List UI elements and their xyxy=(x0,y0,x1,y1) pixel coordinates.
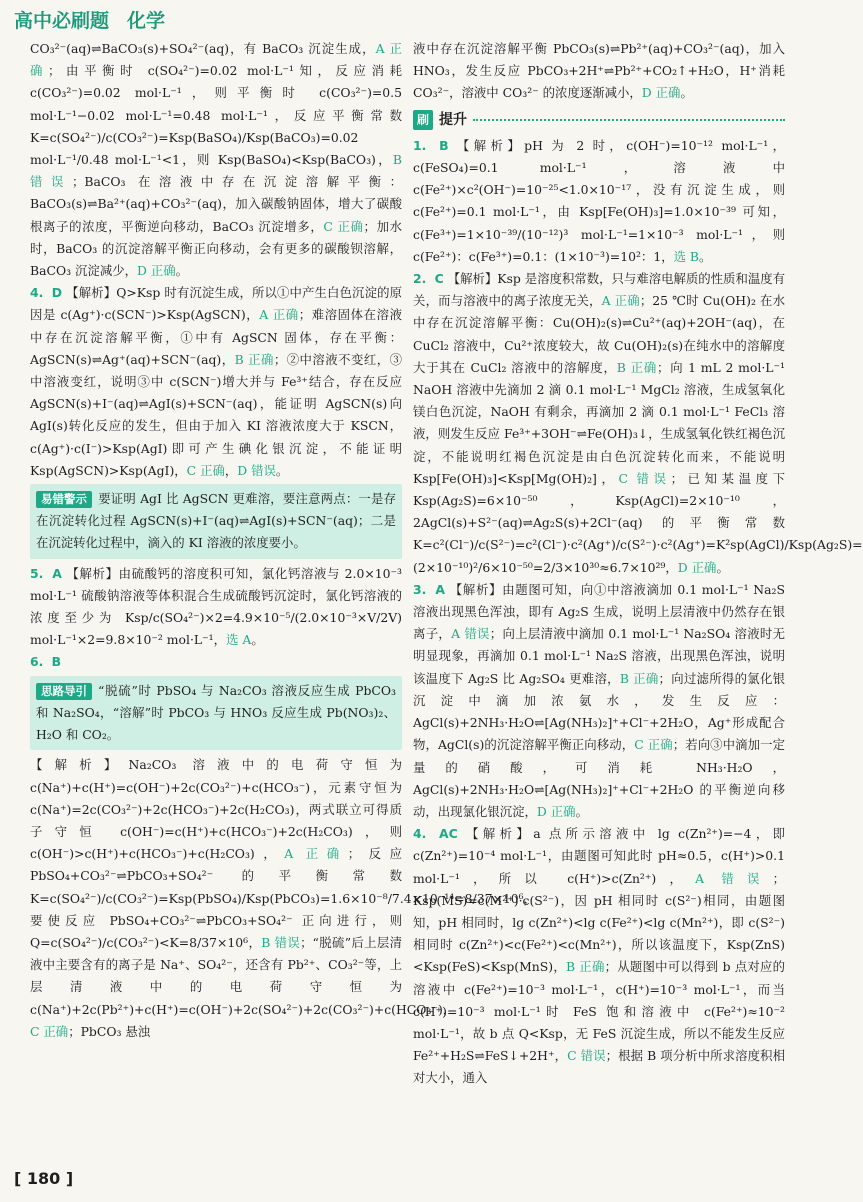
question-number: 6. xyxy=(30,654,48,670)
left-paragraph: CO₃²⁻(aq)⇌BaCO₃(s)+SO₄²⁻(aq)，有 BaCO₃ 沉淀生成，A 正确；由平衡时 c(SO₄²⁻)=0.02 mol·L⁻¹知，反应消耗 c(CO₃²⁻)=0.02 mol·L⁻¹，则平衡时 c(CO₃²⁻)=0.5 mol·L⁻¹−0.02 mol·L⁻¹=0.48 mol·L⁻¹，反应平衡常数 K=c(SO₄²⁻)/c(CO₃²⁻)=Ksp(BaSO₄)/Ksp(BaCO₃)=0.02 mol·L⁻¹/0.48 mol·L⁻¹<1，则 Ksp(BaSO₄)<Ksp(BaCO₃)，B 错误；BaCO₃ 在溶液中存在沉淀溶解平衡：BaCO₃(s)⇌Ba²⁺(aq)+CO₃²⁻(aq)，加入碳酸钠固体，增大了碳酸根离子的浓度，平衡逆向移动，BaCO₃ 沉淀增多，C 正确；加水时，BaCO₃ 的沉淀溶解平衡正向移动，会有更多的碳酸钡溶解，BaCO₃ 沉淀减少，D 正确。 xyxy=(30,41,403,279)
right-answer-item xyxy=(413,135,785,268)
tip-text: “脱硫”时 PbSO₄ 与 Na₂CO₃ 溶液反应生成 PbCO₃ 和 Na₂SO₄，“溶解”时 PbCO₃ 与 HNO₃ 反应生成 Pb(NO₃)₂、H₂O 和 CO₂。 xyxy=(36,682,396,743)
tip-text: 要证明 AgI 比 AgSCN 更难溶，要注意两点：一是存在沉淀转化过程 AgSCN(s)+I⁻(aq)⇌AgI(s)+SCN⁻(aq)；二是在沉淀转化过程中，滴入的 KI 溶液的浓度要小。 xyxy=(36,491,396,551)
left-answer-item xyxy=(30,282,402,482)
right-answer-item xyxy=(413,268,863,579)
explanation-text: 【解析】由硫酸钙的溶度积可知，氯化钙溶液与 2.0×10⁻³ mol·L⁻¹ 硫酸钠溶液等体积混合生成硫酸钙沉淀时，氯化钙溶液的浓度至少为 Ksp/c(SO₄²⁻)×2=4.9×10⁻⁵/(2.0×10⁻³×V/2V) mol·L⁻¹×2=9.8×10⁻² mol·L⁻¹，选 A。 xyxy=(30,565,402,648)
left-paragraph: 【解析】Na₂CO₃ 溶液中的电荷守恒为 c(Na⁺)+c(H⁺)=c(OH⁻)+2c(CO₃²⁻)+c(HCO₃⁻)，元素守恒为 c(Na⁺)=2c(CO₃²⁻)+2c(HCO₃⁻)+2c(H₂CO₃)，两式联立可得质子守恒 c(OH⁻)=c(H⁺)+c(HCO₃⁻)+2c(H₂CO₃)，则 c(OH⁻)>c(H⁺)+c(HCO₃⁻)+c(H₂CO₃)，A 正确；反应 PbSO₄+CO₃²⁻⇌PbCO₃+SO₄²⁻ 的平衡常数 K=c(SO₄²⁻)/c(CO₃²⁻)=Ksp(PbSO₄)/Ksp(PbCO₃)=1.6×10⁻⁸/7.4×10⁻¹⁴=8/37×10⁶，要使反应 PbSO₄+CO₃²⁻⇌PbCO₃+SO₄²⁻ 正向进行，则 Q=c(SO₄²⁻)/c(CO₃²⁻)<K=8/37×10⁶，B 错误；“脱硫”后上层清液中主要含有的离子是 Na⁺、SO₄²⁻，还含有 Pb²⁺、CO₃²⁻等，上层清液中的电荷守恒为 c(Na⁺)+2c(Pb²⁺)+c(H⁺)=c(OH⁻)+2c(SO₄²⁻)+2c(CO₃²⁻)+c(HCO₃⁻)，C 正确；PbCO₃ 悬浊 xyxy=(30,757,536,1039)
right-answer-item xyxy=(413,823,785,1089)
answer-letter: B xyxy=(51,654,62,670)
answer-letter: A xyxy=(435,581,445,597)
page-number: [ 180 ] xyxy=(14,1169,74,1188)
question-number: 5. xyxy=(30,565,49,581)
answer-letter: A xyxy=(52,565,62,581)
book-series: 高中必刷题 xyxy=(14,10,110,32)
answer-letter: B xyxy=(439,137,449,153)
page-header xyxy=(14,6,165,36)
explanation-text: 【解析】Ksp 是溶度积常数，只与难溶电解质的性质和温度有关，而与溶液中的离子浓度无关，A 正确；25 ℃时 Cu(OH)₂ 在水中存在沉淀溶解平衡：Cu(OH)₂(s)⇌Cu²⁺(aq)+2OH⁻(aq)，在 CuCl₂ 溶液中，Cu²⁺浓度较大，故 Cu(OH)₂(s)在纯水中的溶解度大于其在 CuCl₂ 溶液中的溶解度，B 正确；向 1 mL 2 mol·L⁻¹ NaOH 溶液中先滴加 2 滴 0.1 mol·L⁻¹ MgCl₂ 溶液，生成氢氧化镁白色沉淀，NaOH 有剩余，再滴加 2 滴 0.1 mol·L⁻¹ FeCl₃ 溶液，则发生反应 Fe³⁺+3OH⁻⇌Fe(OH)₃↓，生成氢氧化铁红褐色沉淀，不能说明红褐色沉淀是由白色沉淀转化而来，不能说明 Ksp[Fe(OH)₃]<Ksp[Mg(OH)₂]，C 错误；已知某温度下 Ksp(Ag₂S)=6×10⁻⁵⁰，Ksp(AgCl)=2×10⁻¹⁰，2AgCl(s)+S²⁻(aq)⇌Ag₂S(s)+2Cl⁻(aq) 的平衡常数 K=c²(Cl⁻)/c(S²⁻)=c²(Cl⁻)·c²(Ag⁺)/c(S²⁻)·c²(Ag⁺)=K²sp(AgCl)/Ksp(Ag₂S)=(2×10⁻¹⁰)²/6×10⁻⁵⁰=2/3×10³⁰≈6.7×10²⁹，D 正确。 xyxy=(413,271,863,575)
right-paragraph: 液中存在沉淀溶解平衡 PbCO₃(s)⇌Pb²⁺(aq)+CO₃²⁻(aq)，加入 HNO₃，发生反应 PbCO₃+2H⁺⇌Pb²⁺+CO₂↑+H₂O，H⁺消耗 CO₃²⁻，溶液中 CO₃²⁻ 的浓度逐渐减小，D 正确。 xyxy=(413,41,785,101)
question-number: 1. xyxy=(413,137,436,153)
question-number: 3. xyxy=(413,581,432,597)
tip-tag: 思路导引 xyxy=(36,683,92,700)
left-tip-box xyxy=(30,676,402,751)
answer-letter: C xyxy=(434,271,444,287)
answer-letter: AC xyxy=(439,826,458,842)
question-number: 2. xyxy=(413,271,431,287)
answer-letter: D xyxy=(51,285,63,301)
explanation-text: 【解析】a 点所示溶液中 lg c(Zn²⁺)=−4，即 c(Zn²⁺)=10⁻⁴ mol·L⁻¹，由题图可知此时 pH≈0.5，c(H⁺)>0.1 mol·L⁻¹，所以 c(H⁺)>c(Zn²⁺)，A 错误；Ksp(MS)=c(M²⁺)·c(S²⁻)，因 pH 相同时 c(S²⁻)相同，由题图知，pH 相同时，lg c(Zn²⁺)<lg c(Fe²⁺)<lg c(Mn²⁺)，即 c(S²⁻)相同时 c(Zn²⁺)<c(Fe²⁺)<c(Mn²⁺)，所以该温度下，Ksp(ZnS)<Ksp(FeS)<Ksp(MnS)，B 正确；从题图中可以得到 b 点对应的溶液中 c(Fe²⁺)=10⁻³ mol·L⁻¹，c(H⁺)=10⁻³ mol·L⁻¹，而当 c(H⁺)=10⁻³ mol·L⁻¹时 FeS 饱和溶液中 c(Fe²⁺)≈10⁻² mol·L⁻¹，故 b 点 Q<Ksp，无 FeS 沉淀生成，所以不能发生反应 Fe²⁺+H₂S⇌FeS↓+2H⁺，C 错误；根据 B 项分析中所求溶度积相对大小，通入 xyxy=(413,826,786,1086)
right-column xyxy=(413,38,863,1090)
section-badge-icon: 刷 xyxy=(413,110,433,130)
explanation-text: 【解析】由题图可知，向①中溶液滴加 0.1 mol·L⁻¹ Na₂S 溶液出现黑色浑浊，即有 Ag₂S 生成，说明上层清液中仍然存在银离子，A 错误；向上层清液中滴加 0.1 mol·L⁻¹ Na₂SO₄ 溶液时无明显现象，再滴加 0.1 mol·L⁻¹ Na₂S 溶液，出现黑色浑浊，说明该温度下 Ag₂S 比 Ag₂SO₄ 更难溶，B 正确；向过滤所得的氯化银沉淀中滴加浓氨水，发生反应：AgCl(s)+2NH₃·H₂O⇌[Ag(NH₃)₂]⁺+Cl⁻+2H₂O，Ag⁺形成配合物，AgCl(s)的沉淀溶解平衡正向移动，C 正确；若向③中滴加一定量的硝酸，可消耗 NH₃·H₂O，AgCl(s)+2NH₃·H₂O⇌[Ag(NH₃)₂]⁺+Cl⁻+2H₂O 的平衡逆向移动，出现氯化银沉淀，D 正确。 xyxy=(413,581,786,819)
question-number: 4. xyxy=(30,285,48,301)
right-answer-item xyxy=(413,579,785,823)
left-answer-item xyxy=(30,563,402,652)
tip-tag: 易错警示 xyxy=(36,491,92,508)
left-answer-item xyxy=(30,651,402,673)
section-header xyxy=(413,109,785,131)
subject-title: 化学 xyxy=(127,10,166,32)
left-tip-box xyxy=(30,484,402,559)
question-number: 4. xyxy=(413,826,436,842)
explanation-text: 【解析】pH 为 2 时，c(OH⁻)=10⁻¹² mol·L⁻¹，c(FeSO₄)=0.1 mol·L⁻¹，溶液中 c(Fe²⁺)×c²(OH⁻)=10⁻²⁵<1.0×10⁻¹⁷，没有沉淀生成，则 c(Fe²⁺)=0.1 mol·L⁻¹，由 Ksp[Fe(OH)₃]=1.0×10⁻³⁹ 可知，c(Fe³⁺)=1×10⁻³⁹/(10⁻¹²)³ mol·L⁻¹=1×10⁻³ mol·L⁻¹，则 c(Fe²⁺)：c(Fe³⁺)=0.1：(1×10⁻³)=10²：1，选 B。 xyxy=(413,137,785,264)
explanation-text: 【解析】Q>Ksp 时有沉淀生成，所以①中产生白色沉淀的原因是 c(Ag⁺)·c(SCN⁻)>Ksp(AgSCN)，A 正确；难溶固体在溶液中存在沉淀溶解平衡，①中有 AgSCN 固体，存在平衡：AgSCN(s)⇌Ag⁺(aq)+SCN⁻(aq)，B 正确；②中溶液不变红，③中溶液变红，说明③中 c(SCN⁻)增大并与 Fe³⁺结合，存在反应 AgSCN(s)+I⁻(aq)⇌AgI(s)+SCN⁻(aq)，能证明 AgSCN(s)向 AgI(s)转化反应的发生，但由于加入 KI 溶液浓度大于 KSCN，c(Ag⁺)·c(I⁻)>Ksp(AgI)即可产生碘化银沉淀，不能证明 Ksp(AgSCN)>Ksp(AgI)，C 正确，D 错误。 xyxy=(30,285,403,478)
section-divider xyxy=(473,119,785,121)
section-title: 提升 xyxy=(439,111,468,128)
